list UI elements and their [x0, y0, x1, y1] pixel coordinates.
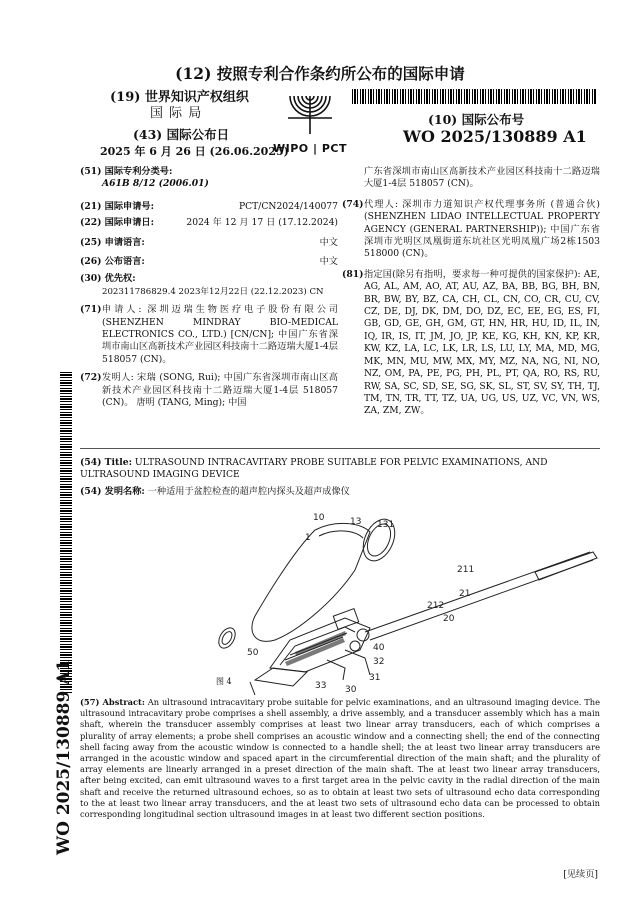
priority-label: (30) 优先权:	[80, 273, 136, 285]
pub-date-value: 2025 年 6 月 26 日 (26.06.2025)	[100, 145, 289, 158]
ipc-label: (51) 国际专利分类号:	[80, 166, 173, 177]
fig-label: 20	[443, 614, 455, 624]
priority-value: 202311786829.4 2023年12月22日 (22.12.2023) CN	[102, 286, 324, 297]
fig-label: 1	[305, 533, 311, 543]
header-barcode	[352, 89, 596, 104]
inventor-continued: 广东省深圳市南山区高新技术产业园区科技南十二路迈瑞大厦1-4层 518057 (CN)。	[364, 166, 600, 190]
filing-lang-value: 中文	[319, 236, 338, 248]
abstract-label: (57) Abstract:	[80, 697, 145, 707]
pub-date-label: (43) 国际公布日	[133, 127, 230, 142]
title-cn-text: 一种适用于盆腔检查的超声腔内探头及超声成像仪	[147, 486, 350, 497]
title-en	[80, 457, 600, 482]
figure-caption: 图 4	[216, 677, 232, 686]
pub-no-label: (10) 国际公布号	[428, 112, 525, 127]
abstract-text: An ultrasound intracavitary probe suitable for pelvic examinations, and an ultrasound imaging device. The ultrasound intracavitary probe comprises a shell assembly, a drive assembly, and a transducer assembly which has a main shaft, wherein the transducer assembly comprises at least two linear array transducers, each of which comprises a plurality of array elements; a probe shell comprises an acoustic window and a connecting shell; the end of the connecting shell facing away from the acoustic window is connected to a handle shell; the at least two linear array transducers are arranged in the acoustic window and spaced apart in the circumferential direction of the main shaft; and the plurality of array elements are linearly arranged in a preset direction of the main shaft. The at least two linear array transducers, after being excited, can emit ultrasound waves to a first target area in the pelvic cavity in the radial direction of the main shaft and receive the returned ultrasound echoes, so as to obtain at least two sets of ultrasound echo data corresponding to the at least two linear array transducers, and the at least two sets of ultrasound echo data can be processed to obtain corresponding longitudinal section ultrasound images in at least two different section positions.	[80, 697, 600, 820]
app-no-label: (21) 国际申请号:	[80, 200, 155, 212]
probe-drawing	[195, 500, 615, 705]
section-divider	[80, 448, 600, 449]
fig-label: 10	[313, 513, 325, 523]
side-barcode	[60, 372, 72, 694]
org-bureau: 国 际 局	[150, 106, 203, 121]
filing-date-label: (22) 国际申请日:	[80, 217, 155, 229]
applicant-text: 申请人: 深圳迈瑞生物医疗电子股份有限公司 (SHENZHEN MINDRAY BIO-MEDICAL ELECTRONICS CO., LTD.) [CN/CN]; 中国广东省深圳市南山区高新技术产业园区科技南十二路迈瑞大厦1-4层 518057 (CN)。	[102, 304, 338, 365]
wipo-logo	[268, 88, 352, 156]
fig-label: 50	[247, 648, 259, 658]
org-name: (19) 世界知识产权组织	[110, 90, 249, 105]
fig-label: 13	[350, 517, 362, 527]
fig-label: 212	[427, 601, 445, 611]
agent-text: 代理人: 深圳市力道知识产权代理事务所 (普通合伙) (SHENZHEN LIDAO INTELLECTUAL PROPERTY AGENCY (GENERAL PARTNERSHIP)); 中国广东省深圳市光明区凤凰街道东坑社区光明凤凰广场2栋1503 518000 (CN)。	[364, 198, 600, 260]
pub-lang-value: 中文	[319, 256, 338, 268]
fig-label: 211	[457, 565, 475, 575]
fig-label: 33	[315, 681, 327, 691]
applicant-num: (71)	[80, 304, 102, 316]
pub-no-value: WO 2025/130889 A1	[403, 127, 587, 146]
ipc-value: A61B 8/12 (2006.01)	[102, 178, 209, 190]
fig-label: 21	[459, 589, 471, 599]
title-en-label: (54) Title:	[80, 457, 132, 468]
agent-num: (74)	[342, 198, 364, 210]
fig-label: 31	[369, 673, 381, 683]
fig-label: 131	[377, 520, 395, 530]
inventor-text: 发明人: 宋瑞 (SONG, Rui); 中国广东省深圳市南山区高新技术产业园区科技南十二路迈瑞大厦1-4层 518057 (CN)。 唐明 (TANG, Ming); 中国	[102, 372, 338, 409]
fig-label: 30	[345, 685, 357, 695]
fig-label: 40	[373, 643, 385, 653]
inventor-num: (72)	[80, 372, 102, 384]
patent-figure	[195, 500, 615, 705]
wipo-pct-label: WIPO | PCT	[273, 142, 347, 155]
filing-lang-label: (25) 申请语言:	[80, 236, 145, 248]
title-en-text: ULTRASOUND INTRACAVITARY PROBE SUITABLE FOR PELVIC EXAMINATIONS, AND ULTRASOUND IMAGING DEVICE	[80, 457, 548, 481]
continued-note: [见续页]	[563, 869, 598, 880]
side-pub-number: WO 2025/130889 A1	[54, 659, 74, 855]
document-title: (12) 按照专利合作条约所公布的国际申请	[175, 64, 465, 83]
designated-states-num: (81)	[342, 268, 364, 280]
title-cn	[80, 486, 600, 498]
designated-states-text: 指定国(除另有指明，要求每一种可提供的国家保护): AE, AG, AL, AM, AO, AT, AU, AZ, BA, BB, BG, BH, BN, BR, BW, BY, BZ, CA, CH, CL, CN, CO, CR, CU, CV, CZ, DE, DJ, DK, DM, DO, DZ, EC, EE, EG, ES, FI, GB, GD, GE, GH, GM, GT, HN, HR, HU, ID, IL, IN, IQ, IR, IS, IT, JM, JO, JP, KE, KG, KH, KN, KP, KR, KW, KZ, LA, LC, LK, LR, LS, LU, LY, MA, MD, MG, MK, MN, MU, MW, MX, MY, MZ, NA, NG, NI, NO, NZ, OM, PA, PE, PG, PH, PL, PT, QA, RO, RS, RU, RW, SA, SC, SD, SE, SG, SK, SL, ST, SV, SY, TH, TJ, TM, TN, TR, TT, TZ, UA, UG, US, UZ, VC, VN, WS, ZA, ZM, ZW。	[364, 268, 600, 417]
wipo-emblem-icon	[268, 88, 352, 138]
fig-label: 32	[373, 657, 385, 667]
right-column	[342, 166, 600, 418]
filing-date-value: 2024 年 12 月 17 日 (17.12.2024)	[186, 217, 338, 229]
left-column	[80, 166, 338, 410]
app-no-value: PCT/CN2024/140077	[238, 200, 338, 212]
pub-lang-label: (26) 公布语言:	[80, 256, 145, 268]
abstract	[80, 697, 600, 820]
title-cn-label: (54) 发明名称:	[80, 486, 145, 497]
